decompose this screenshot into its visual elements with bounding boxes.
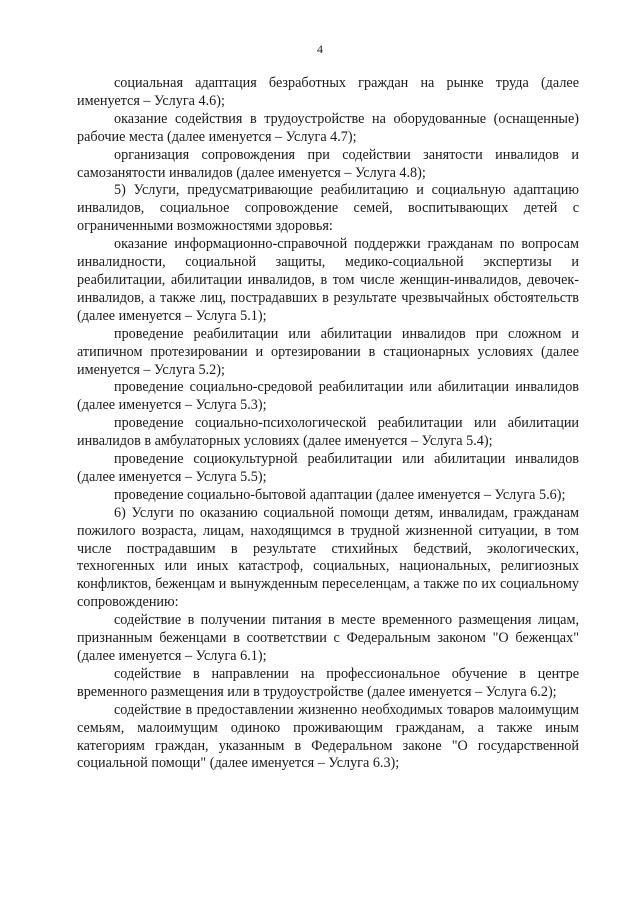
paragraph-service-5-4: проведение социально-психологической реабилитации или абилитации инвалидов в амбулаторных условиях (далее именуется – Услуга 5.4); <box>77 415 579 450</box>
paragraph-service-5-6: проведение социально-бытовой адаптации (далее именуется – Услуга 5.6); <box>114 486 566 503</box>
paragraph-service-5-1: оказание информационно-справочной поддержки гражданам по вопросам инвалидности, социальной защиты, медико-социальной экспертизы и реабилитации, абилитации инвалидов, в том числе женщин-инвалидов, девочек-инвалидов, а также лиц, пострадавших в результате чрезвычайных обстоятельств (далее именуется – Услуга 5.1); <box>77 236 579 324</box>
paragraph-service-4-8: организация сопровождения при содействии занятости инвалидов и самозанятости инвалидов (далее именуется – Услуга 4.8); <box>77 146 579 181</box>
paragraph-section-5-heading: 5) Услуги, предусматривающие реабилитацию и социальную адаптацию инвалидов, социальное сопровождение семей, воспитывающих детей с ограниченными возможностями здоровья: <box>77 182 579 235</box>
paragraph-service-4-6: социальная адаптация безработных граждан на рынке труда (далее именуется – Услуга 4.6); <box>77 75 579 109</box>
document-body <box>77 75 579 773</box>
paragraph-section-6-heading: 6) Услуги по оказанию социальной помощи детям, инвалидам, гражданам пожилого возраста, лицам, находящимся в трудной жизненной ситуации, в том числе пострадавшим в результате стихийных бедствий, экологических, техногенных или иных катастроф, социальных, национальных, религиозных конфликтов, беженцам и вынужденным переселенцам, а также по их социальному сопровождению: <box>77 504 579 611</box>
paragraph-service-6-2: содействие в направлении на профессиональное обучение в центре временного размещения или в трудоустройстве (далее именуется – Услуга 6.2); <box>77 665 579 700</box>
paragraph-service-6-3: содействие в предоставлении жизненно необходимых товаров малоимущим семьям, малоимущим одиноко проживающим гражданам, а также иным категориям граждан, указанным в Федеральном законе "О государственной социальной помощи" (далее именуется – Услуга 6.3); <box>77 701 579 772</box>
paragraph-service-5-2: проведение реабилитации или абилитации инвалидов при сложном и атипичном протезировании и ортезировании в стационарных условиях (далее именуется – Услуга 5.2); <box>77 325 579 378</box>
paragraph-service-6-1: содействие в получении питания в месте временного размещения лицам, признанным беженцами в соответствии с Федеральным законом "О беженцах" (далее именуется – Услуга 6.1); <box>77 612 579 664</box>
page-number: 4 <box>317 42 323 56</box>
paragraph-service-5-3: проведение социально-средовой реабилитации или абилитации инвалидов (далее именуется – Услуга 5.3); <box>77 379 579 414</box>
paragraph-service-5-5: проведение социокультурной реабилитации или абилитации инвалидов (далее именуется – Услуга 5.5); <box>77 451 579 485</box>
paragraph-service-4-7: оказание содействия в трудоустройстве на оборудованные (оснащенные) рабочие места (далее именуется – Услуга 4.7); <box>77 110 579 145</box>
